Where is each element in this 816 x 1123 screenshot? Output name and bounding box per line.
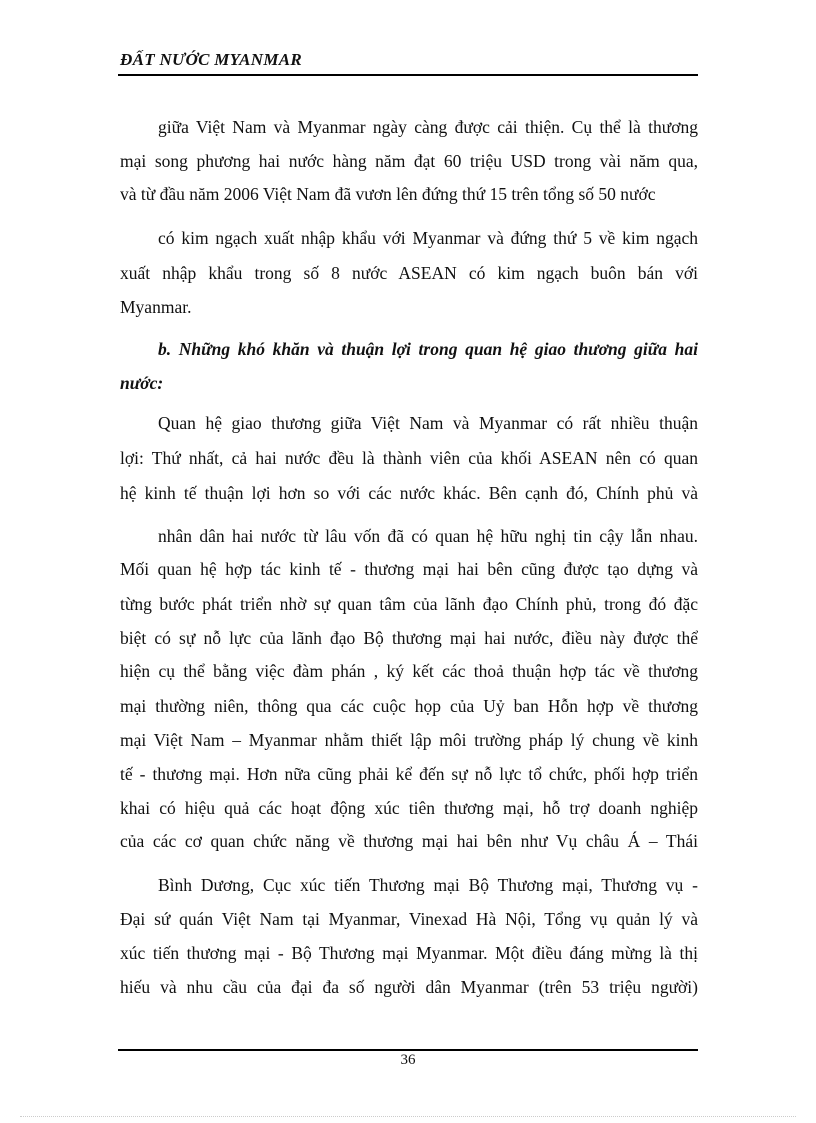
header-divider [118,74,698,76]
footer-divider [118,1049,698,1051]
text-line: giữa Việt Nam và Myanmar ngày càng được cải thiện. Cụ thể là thương [158,117,698,137]
text-line: tế - thương mại. Hơn nữa cũng phải kể đến sự nỗ lực tổ chức, phối hợp triển [120,764,698,784]
text-line: khai có hiệu quả các hoạt động xúc tiên thương mại, hỗ trợ doanh nghiệp [120,798,698,818]
running-header: ĐẤT NƯỚC MYANMAR [120,50,303,69]
text-line: mại thường niên, thông qua các cuộc họp của Uỷ ban Hỗn hợp về thương [120,696,698,716]
section-heading: nước: [120,373,164,393]
text-line: biệt có sự nỗ lực của lãnh đạo Bộ thương mại hai nước, điều này được thể [120,628,698,648]
text-line: Myanmar. [120,297,192,317]
text-line: hiện cụ thể bằng việc đàm phán , ký kết các thoả thuận hợp tác về thương [120,661,698,681]
text-line: có kim ngạch xuất nhập khẩu với Myanmar và đứng thứ 5 về kim ngạch [158,228,698,248]
text-line: của các cơ quan chức năng về thương mại hai bên như Vụ châu Á – Thái [120,831,698,851]
text-line: mại song phương hai nước hàng năm đạt 60 triệu USD trong vài năm qua, [120,151,698,171]
text-line: Mối quan hệ hợp tác kinh tế - thương mại hai bên cũng được tạo dựng và [120,559,698,579]
text-line: hiếu và nhu cầu của đại đa số người dân Myanmar (trên 53 triệu người) [120,977,698,997]
section-heading: b. Những khó khăn và thuận lợi trong quan hệ giao thương giữa hai [158,339,698,359]
text-line: hệ kinh tế thuận lợi hơn so với các nước khác. Bên cạnh đó, Chính phủ và [120,483,698,503]
text-line: lợi: Thứ nhất, cả hai nước đều là thành viên của khối ASEAN nên có quan [120,448,698,468]
page-edge-dotted-line [20,1116,796,1117]
text-line: và từ đầu năm 2006 Việt Nam đã vươn lên đứng thứ 15 trên tổng số 50 nước [120,184,656,204]
text-line: Bình Dương, Cục xúc tiến Thương mại Bộ Thương mại, Thương vụ - [158,875,698,895]
text-line: xuất nhập khẩu trong số 8 nước ASEAN có kim ngạch buôn bán với [120,263,698,283]
page-number: 36 [400,1052,416,1068]
text-line: Đại sứ quán Việt Nam tại Myanmar, Vinexad Hà Nội, Tổng vụ quản lý và [120,909,698,929]
text-line: xúc tiến thương mại - Bộ Thương mại Myanmar. Một điều đáng mừng là thị [120,943,698,963]
text-line: Quan hệ giao thương giữa Việt Nam và Myanmar có rất nhiều thuận [158,413,698,433]
text-line: từng bước phát triển nhờ sự quan tâm của lãnh đạo Chính phủ, trong đó đặc [120,594,698,614]
text-line: nhân dân hai nước từ lâu vốn đã có quan hệ hữu nghị tin cậy lẫn nhau. [158,526,698,546]
text-line: mại Việt Nam – Myanmar nhằm thiết lập môi trường pháp lý chung về kinh [120,730,698,750]
